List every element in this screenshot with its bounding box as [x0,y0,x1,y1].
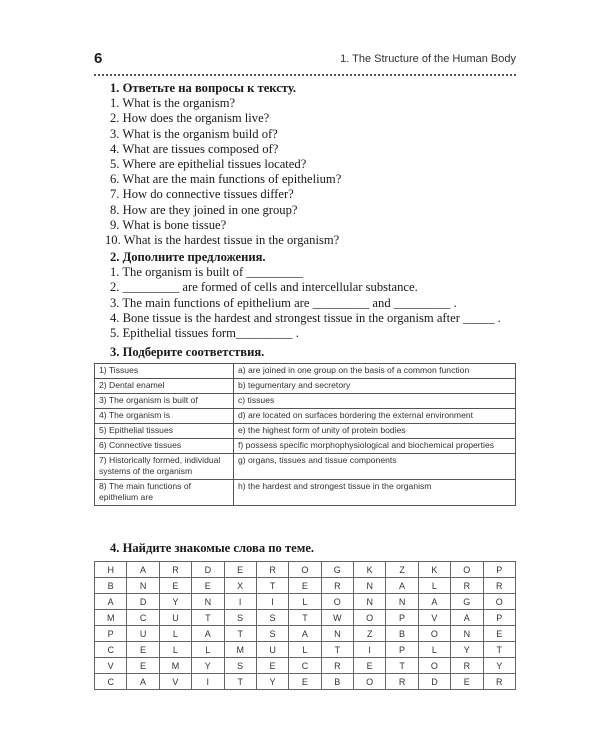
question-item: 4. What are tissues composed of? [110,141,279,156]
grid-cell: E [159,578,191,594]
grid-row [95,658,516,674]
grid-cell: M [95,610,127,626]
grid-cell: P [386,610,418,626]
grid-cell: E [192,578,224,594]
page-header [94,50,516,72]
sentence-item: 3. The main functions of epithelium are _________ and _________ . [110,295,457,310]
sentence-item: 1. The organism is built of _________ [110,265,303,280]
grid-cell: S [256,610,288,626]
grid-cell: N [354,594,386,610]
grid-cell: R [483,578,516,594]
grid-cell: O [354,610,386,626]
grid-cell: T [224,674,256,690]
grid-cell: I [224,594,256,610]
match-right-cell: d) are located on surfaces bordering the external environment [234,409,516,424]
grid-row [95,562,516,578]
grid-cell: V [95,658,127,674]
grid-cell: I [192,674,224,690]
grid-cell: N [192,594,224,610]
grid-cell: Y [192,658,224,674]
grid-cell: A [127,562,159,578]
grid-cell: Y [483,658,516,674]
grid-cell: K [418,562,450,578]
grid-row [95,626,516,642]
grid-cell: T [483,642,516,658]
grid-cell: A [451,610,483,626]
table-row [95,454,516,480]
running-head: 1. The Structure of the Human Body [340,53,516,65]
grid-cell: R [483,674,516,690]
grid-cell: A [95,594,127,610]
section-title: 4. Найдите знакомые слова по теме. [110,541,315,555]
grid-cell: I [256,594,288,610]
grid-cell: G [321,562,353,578]
page-number: 6 [94,50,103,67]
grid-cell: E [289,578,321,594]
grid-cell: A [127,674,159,690]
grid-cell: T [192,610,224,626]
grid-cell: N [354,578,386,594]
grid-cell: O [483,594,516,610]
grid-cell: R [256,562,288,578]
grid-cell: M [224,642,256,658]
question-item: 8. How are they joined in one group? [110,202,298,217]
grid-cell: E [289,674,321,690]
question-item: 10. What is the hardest tissue in the organism? [105,233,340,248]
grid-cell: N [386,594,418,610]
grid-cell: X [224,578,256,594]
question-item: 6. What are the main functions of epithelium? [110,172,342,187]
sentence-item: 5. Epithelial tissues form_________ . [110,326,299,341]
grid-cell: N [127,578,159,594]
sentence-item: 2. _________ are formed of cells and intercellular substance. [110,280,418,295]
table-row [95,409,516,424]
match-right-cell: g) organs, tissues and tissue components [234,454,516,480]
grid-cell: T [321,642,353,658]
grid-cell: A [386,578,418,594]
grid-cell: P [483,562,516,578]
grid-cell: Y [159,594,191,610]
match-left-cell: 5) Epithelial tissues [95,424,234,439]
table-row [95,379,516,394]
table-row [95,480,516,506]
grid-cell: L [159,626,191,642]
grid-cell: R [386,674,418,690]
grid-cell: E [451,674,483,690]
grid-cell: N [451,626,483,642]
table-row [95,394,516,409]
match-right-cell: a) are joined in one group on the basis of a common function [234,364,516,379]
match-left-cell: 4) The organism is [95,409,234,424]
grid-cell: N [321,626,353,642]
grid-cell: K [354,562,386,578]
grid-cell: A [289,626,321,642]
grid-cell: V [159,674,191,690]
question-item: 5. Where are epithelial tissues located? [110,157,307,172]
grid-cell: O [321,594,353,610]
grid-cell: E [224,562,256,578]
section-wordsearch-title [110,541,520,556]
grid-cell: D [127,594,159,610]
grid-cell: A [192,626,224,642]
table-row [95,439,516,454]
grid-cell: Z [354,626,386,642]
grid-cell: O [451,562,483,578]
grid-row [95,578,516,594]
section-questions [105,81,520,248]
grid-cell: R [321,658,353,674]
grid-cell: H [95,562,127,578]
grid-cell: V [418,610,450,626]
grid-cell: Y [256,674,288,690]
grid-cell: B [321,674,353,690]
grid-cell: U [127,626,159,642]
grid-cell: L [418,642,450,658]
grid-cell: T [224,626,256,642]
grid-cell: Z [386,562,418,578]
grid-row [95,642,516,658]
header-dotted-rule [94,74,516,76]
grid-cell: P [386,642,418,658]
match-left-cell: 6) Connective tissues [95,439,234,454]
match-left-cell: 8) The main functions of epithelium are [95,480,234,506]
section-matching-title [110,345,520,360]
grid-cell: E [127,642,159,658]
grid-cell: E [127,658,159,674]
grid-cell: C [95,674,127,690]
grid-cell: W [321,610,353,626]
section-title: 2. Дополните предложения. [110,250,266,264]
match-right-cell: f) possess specific morphophysiological and biochemical properties [234,439,516,454]
grid-cell: C [127,610,159,626]
grid-cell: E [256,658,288,674]
grid-cell: C [95,642,127,658]
match-right-cell: e) the highest form of unity of protein bodies [234,424,516,439]
matching-table [94,363,516,506]
grid-cell: R [451,658,483,674]
grid-row [95,610,516,626]
grid-cell: S [224,610,256,626]
grid-cell: A [418,594,450,610]
sentence-item: 4. Bone tissue is the hardest and strongest tissue in the organism after _____ . [110,310,501,325]
grid-cell: P [95,626,127,642]
question-list [105,96,520,248]
question-item: 9. What is bone tissue? [110,217,227,232]
match-left-cell: 3) The organism is built of [95,394,234,409]
table-row [95,364,516,379]
match-left-cell: 7) Historically formed, individual systems of the organism [95,454,234,480]
question-item: 2. How does the organism live? [110,111,270,126]
grid-cell: C [289,658,321,674]
grid-cell: S [224,658,256,674]
grid-cell: L [289,594,321,610]
grid-cell: R [321,578,353,594]
match-right-cell: b) tegumentary and secretory [234,379,516,394]
match-left-cell: 2) Dental enamel [95,379,234,394]
question-item: 3. What is the organism build of? [110,126,278,141]
grid-cell: O [418,658,450,674]
grid-cell: B [386,626,418,642]
grid-cell: O [289,562,321,578]
grid-cell: O [354,674,386,690]
match-left-cell: 1) Tissues [95,364,234,379]
grid-cell: P [483,610,516,626]
grid-cell: D [418,674,450,690]
grid-cell: Y [451,642,483,658]
word-search-grid [94,561,516,690]
grid-cell: U [256,642,288,658]
grid-cell: M [159,658,191,674]
grid-row [95,674,516,690]
grid-cell: E [354,658,386,674]
grid-cell: T [386,658,418,674]
section-title: 1. Ответьте на вопросы к тексту. [110,81,297,95]
grid-cell: U [159,610,191,626]
table-row [95,424,516,439]
section-title: 3. Подберите соответствия. [110,345,265,359]
grid-cell: R [159,562,191,578]
section-completion [110,250,520,341]
grid-cell: L [192,642,224,658]
grid-cell: O [418,626,450,642]
grid-cell: D [192,562,224,578]
question-item: 7. How do connective tissues differ? [110,187,294,202]
grid-cell: L [159,642,191,658]
match-right-cell: h) the hardest and strongest tissue in the organism [234,480,516,506]
grid-cell: S [256,626,288,642]
grid-cell: E [483,626,516,642]
grid-cell: T [256,578,288,594]
grid-row [95,594,516,610]
grid-cell: G [451,594,483,610]
grid-cell: L [289,642,321,658]
grid-cell: T [289,610,321,626]
grid-cell: L [418,578,450,594]
grid-cell: R [451,578,483,594]
match-right-cell: c) tissues [234,394,516,409]
grid-cell: I [354,642,386,658]
question-item: 1. What is the organism? [110,96,236,111]
grid-cell: B [95,578,127,594]
